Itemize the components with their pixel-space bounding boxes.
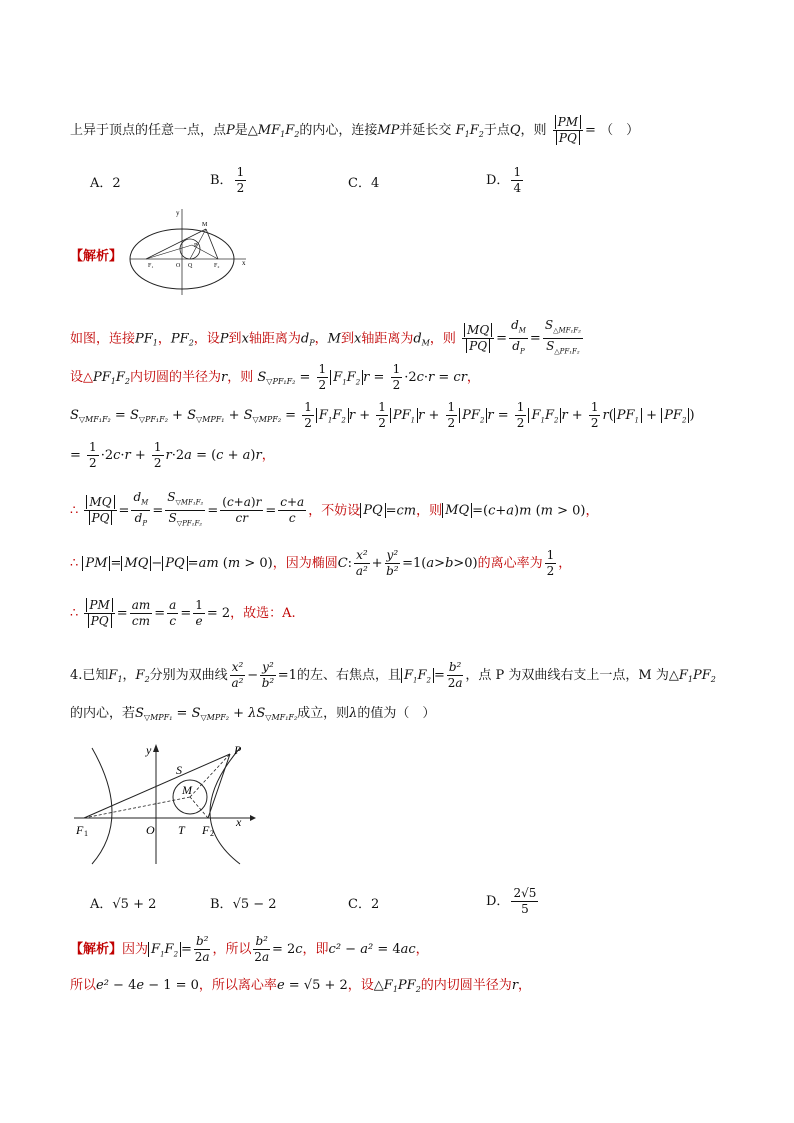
q3-solution-line-2: 设$\triangle PF_1F_2$内切圆的半径为r，则 $S_{▽PF_1F_2}$ = $\frac{1}{2}$ $F_1F_2$ r = $\frac{1}{2}$ ·2c·r = cr，: [70, 362, 480, 392]
svg-text:S: S: [176, 763, 182, 777]
svg-text:P: P: [194, 243, 198, 249]
q3-solution-line-4: = $\frac{1}{2}$ ·2c·r + $\frac{1}{2}$ r·2a = (c + a)r，: [70, 440, 275, 470]
q4-option-c[interactable]: C．2: [348, 897, 380, 912]
pm-over-pq-fraction: $\frac{PM}{PQ}$: [553, 115, 583, 146]
svg-text:Q: Q: [188, 263, 193, 269]
q3-solution-line-3: $S_{▽MF_1F_2} = S_{▽PF_1F_2} + S_{▽MPF_1} + S_{▽MPF_2}$ = $\frac{1}{2}$ $F_1F_2$ r + $\frac{1}{2}$ $PF_1$ r + $\frac{1}{2}$ $PF_2$ r = $\frac{1}{2}$ $F_1F_2$ r + $\frac{1}{2}$ r( $PF_1 + PF_2$ ): [70, 400, 695, 430]
svg-text:x: x: [236, 815, 242, 829]
svg-text:F₂: F₂: [214, 263, 220, 269]
svg-text:P: P: [234, 743, 242, 757]
q3-ellipse-figure: [126, 205, 250, 297]
svg-text:x: x: [242, 259, 246, 267]
svg-text:y: y: [146, 743, 152, 757]
q3-option-c[interactable]: C．4: [348, 176, 380, 191]
svg-text:F₁: F₁: [148, 263, 154, 269]
q3-solution-line-5: ∴ $\frac{MQ}{PQ}$ = $\frac{d_M}{d_P}$ = $\frac{S_{▽MF_1F_2}}{S_{▽PF_1F_2}}$ = $\frac{(c+a)r}{cr}$ = $\frac{c+a}{c}$ ，不妨设 PQ =cm，则 MQ =(c+a)m (m > 0)，: [70, 490, 599, 528]
q4-hyperbola-figure: [70, 740, 260, 870]
svg-text:M: M: [202, 222, 208, 228]
svg-text:F: F: [202, 823, 210, 837]
q4-option-a[interactable]: A．√5 + 2: [90, 897, 157, 912]
q3-solution-tag: 【解析】: [70, 249, 123, 264]
q4-option-d[interactable]: D． $\frac{2√5}{5}$: [486, 886, 537, 916]
svg-text:F: F: [76, 823, 84, 837]
svg-text:T: T: [178, 823, 185, 837]
svg-text:1: 1: [84, 829, 88, 838]
q3-stem-line: 上异于顶点的任意一点，点P是$\triangle MF_1F_2$的内心，连接MP并延长交 $F_1F_2$于点Q，则 $\frac{PM}{PQ}$ = （ ）: [70, 115, 640, 145]
svg-text:O: O: [176, 263, 181, 269]
q4-option-b[interactable]: B．√5 − 2: [210, 897, 277, 912]
q4-stem-line-1: 4.已知$F_1$，$F_2$分别为双曲线 $\frac{\text{x²}}{\text{a²}}$ − $\frac{\text{y²}}{\text{b²}}$ =1的左、右焦点，且 $F_1F_2$ = $\frac{\text{b²}}{2a}$ ，点 P 为双曲线右支上一点，M 为$\triangle F_1PF_2$: [70, 660, 716, 690]
q3-option-b[interactable]: B． $\frac{1}{2}$: [210, 165, 245, 195]
svg-text:2: 2: [210, 829, 214, 838]
q4-stem-line-2: 的内心，若$S_{▽MPF_1} = S_{▽MPF_2} + \lambda S_{▽MF_1F_2}$成立，则λ的值为（ ）: [70, 706, 436, 722]
q3-solution-line-1: 如图，连接$PF_1$，$PF_2$，设P到x轴距离为$d_P$，M到x轴距离为$d_M$，则 $\frac{MQ}{PQ}$ = $\frac{d_M}{d_P}$ = $\frac{S_{\triangle MF_1F_2}}{S_{\triangle PF_1F_2}}$: [70, 318, 581, 356]
svg-text:O: O: [146, 823, 155, 837]
q3-solution-line-7: ∴ $\frac{PM}{PQ}$ = $\frac{am}{cm}$ = $\frac{a}{c}$ = $\frac{1}{e}$ = 2，故选：A.: [70, 598, 296, 628]
q4-solution-line-1: 【解析】因为 $F_1F_2$ = $\frac{\text{b²}}{2a}$ ，所以 $\frac{\text{b²}}{2a}$ = 2c，即c² − a² = 4ac，: [70, 934, 429, 964]
q3-solution-line-6: ∴ PM = MQ − PQ =am (m > 0)，因为椭圆C: $\frac{\text{x²}}{\text{a²}}$ + $\frac{\text{y²}}{\text{b²}}$ =1(a>b>0)的离心率为 $\frac{1}{2}$ ，: [70, 548, 572, 578]
svg-text:y: y: [176, 209, 180, 217]
q3-option-a[interactable]: A．2: [90, 176, 121, 191]
q3-option-d[interactable]: D． $\frac{1}{4}$: [486, 165, 522, 195]
svg-text:M: M: [182, 783, 192, 797]
q4-solution-line-2: 所以e² − 4e − 1 = 0，所以离心率e = √5 + 2，设$\triangle F_1PF_2$的内切圆半径为r，: [70, 978, 532, 994]
